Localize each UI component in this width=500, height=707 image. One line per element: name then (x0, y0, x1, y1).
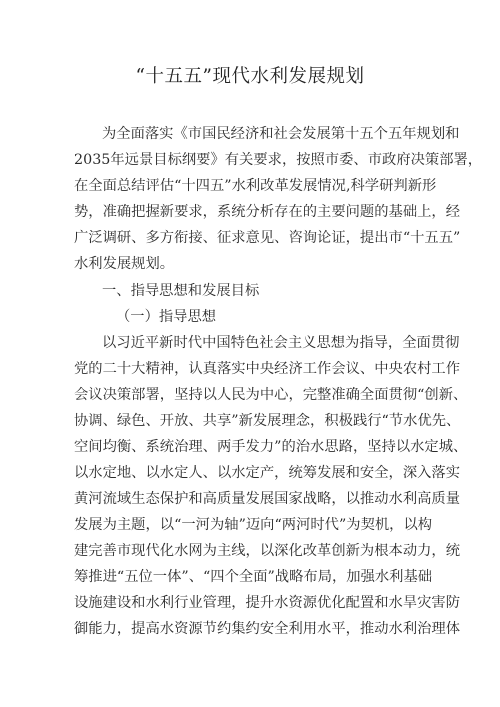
body-line: 黄河流域生态保护和高质量发展国家战略，以推动水利高质量 (74, 491, 461, 507)
intro-line: 为全面落实《市国民经济和社会发展第十五个五年规划和 (102, 126, 460, 142)
section-heading: 一、指导思想和发展目标 (102, 283, 260, 299)
body-line: 会议决策部署，坚持以人民为中心，完整准确全面贯彻“创新、 (74, 387, 468, 403)
body-line: 筹推进“五位一体”、“四个全面”战略布局，加强水利基础 (74, 569, 433, 585)
body-line: 空间均衡、系统治理、两手发力”的治水思路，坚持以水定城、 (74, 439, 468, 455)
intro-line: 在全面总结评估“十四五”水利改革发展情况,科学研判新形 (74, 178, 437, 194)
body-line: 党的二十大精神，认真落实中央经济工作会议、中央农村工作 (74, 361, 461, 377)
intro-line: 广泛调研、多方衔接、征求意见、咨询论证，提出市“十五五” (74, 230, 461, 246)
body-line: 以习近平新时代中国特色社会主义思想为指导，全面贯彻 (102, 335, 460, 351)
document-title: “十五五”现代水利发展规划 (135, 66, 365, 87)
intro-line: 2035年远景目标纲要》有关要求，按照市委、市政府决策部署， (74, 152, 483, 168)
body-line: 发展为主题，以“一河为轴”迈向“两河时代”为契机，以构 (74, 517, 433, 533)
body-line: 协调、绿色、开放、共享”新发展理念，积极践行“节水优先、 (74, 413, 461, 429)
body-line: 设施建设和水利行业管理，提升水资源优化配置和水旱灾害防 (74, 595, 461, 611)
subsection-heading: （一）指导思想 (116, 309, 217, 325)
body-line: 御能力，提高水资源节约集约安全利用水平，推动水利治理体 (74, 621, 461, 637)
intro-line: 势，准确把握新要求，系统分析存在的主要问题的基础上，经 (74, 204, 461, 220)
body-line: 以水定地、以水定人、以水定产，统筹发展和安全，深入落实 (74, 465, 461, 481)
body-line: 建完善市现代化水网为主线，以深化改革创新为根本动力，统 (74, 543, 461, 559)
intro-line: 水利发展规划。 (74, 256, 175, 272)
